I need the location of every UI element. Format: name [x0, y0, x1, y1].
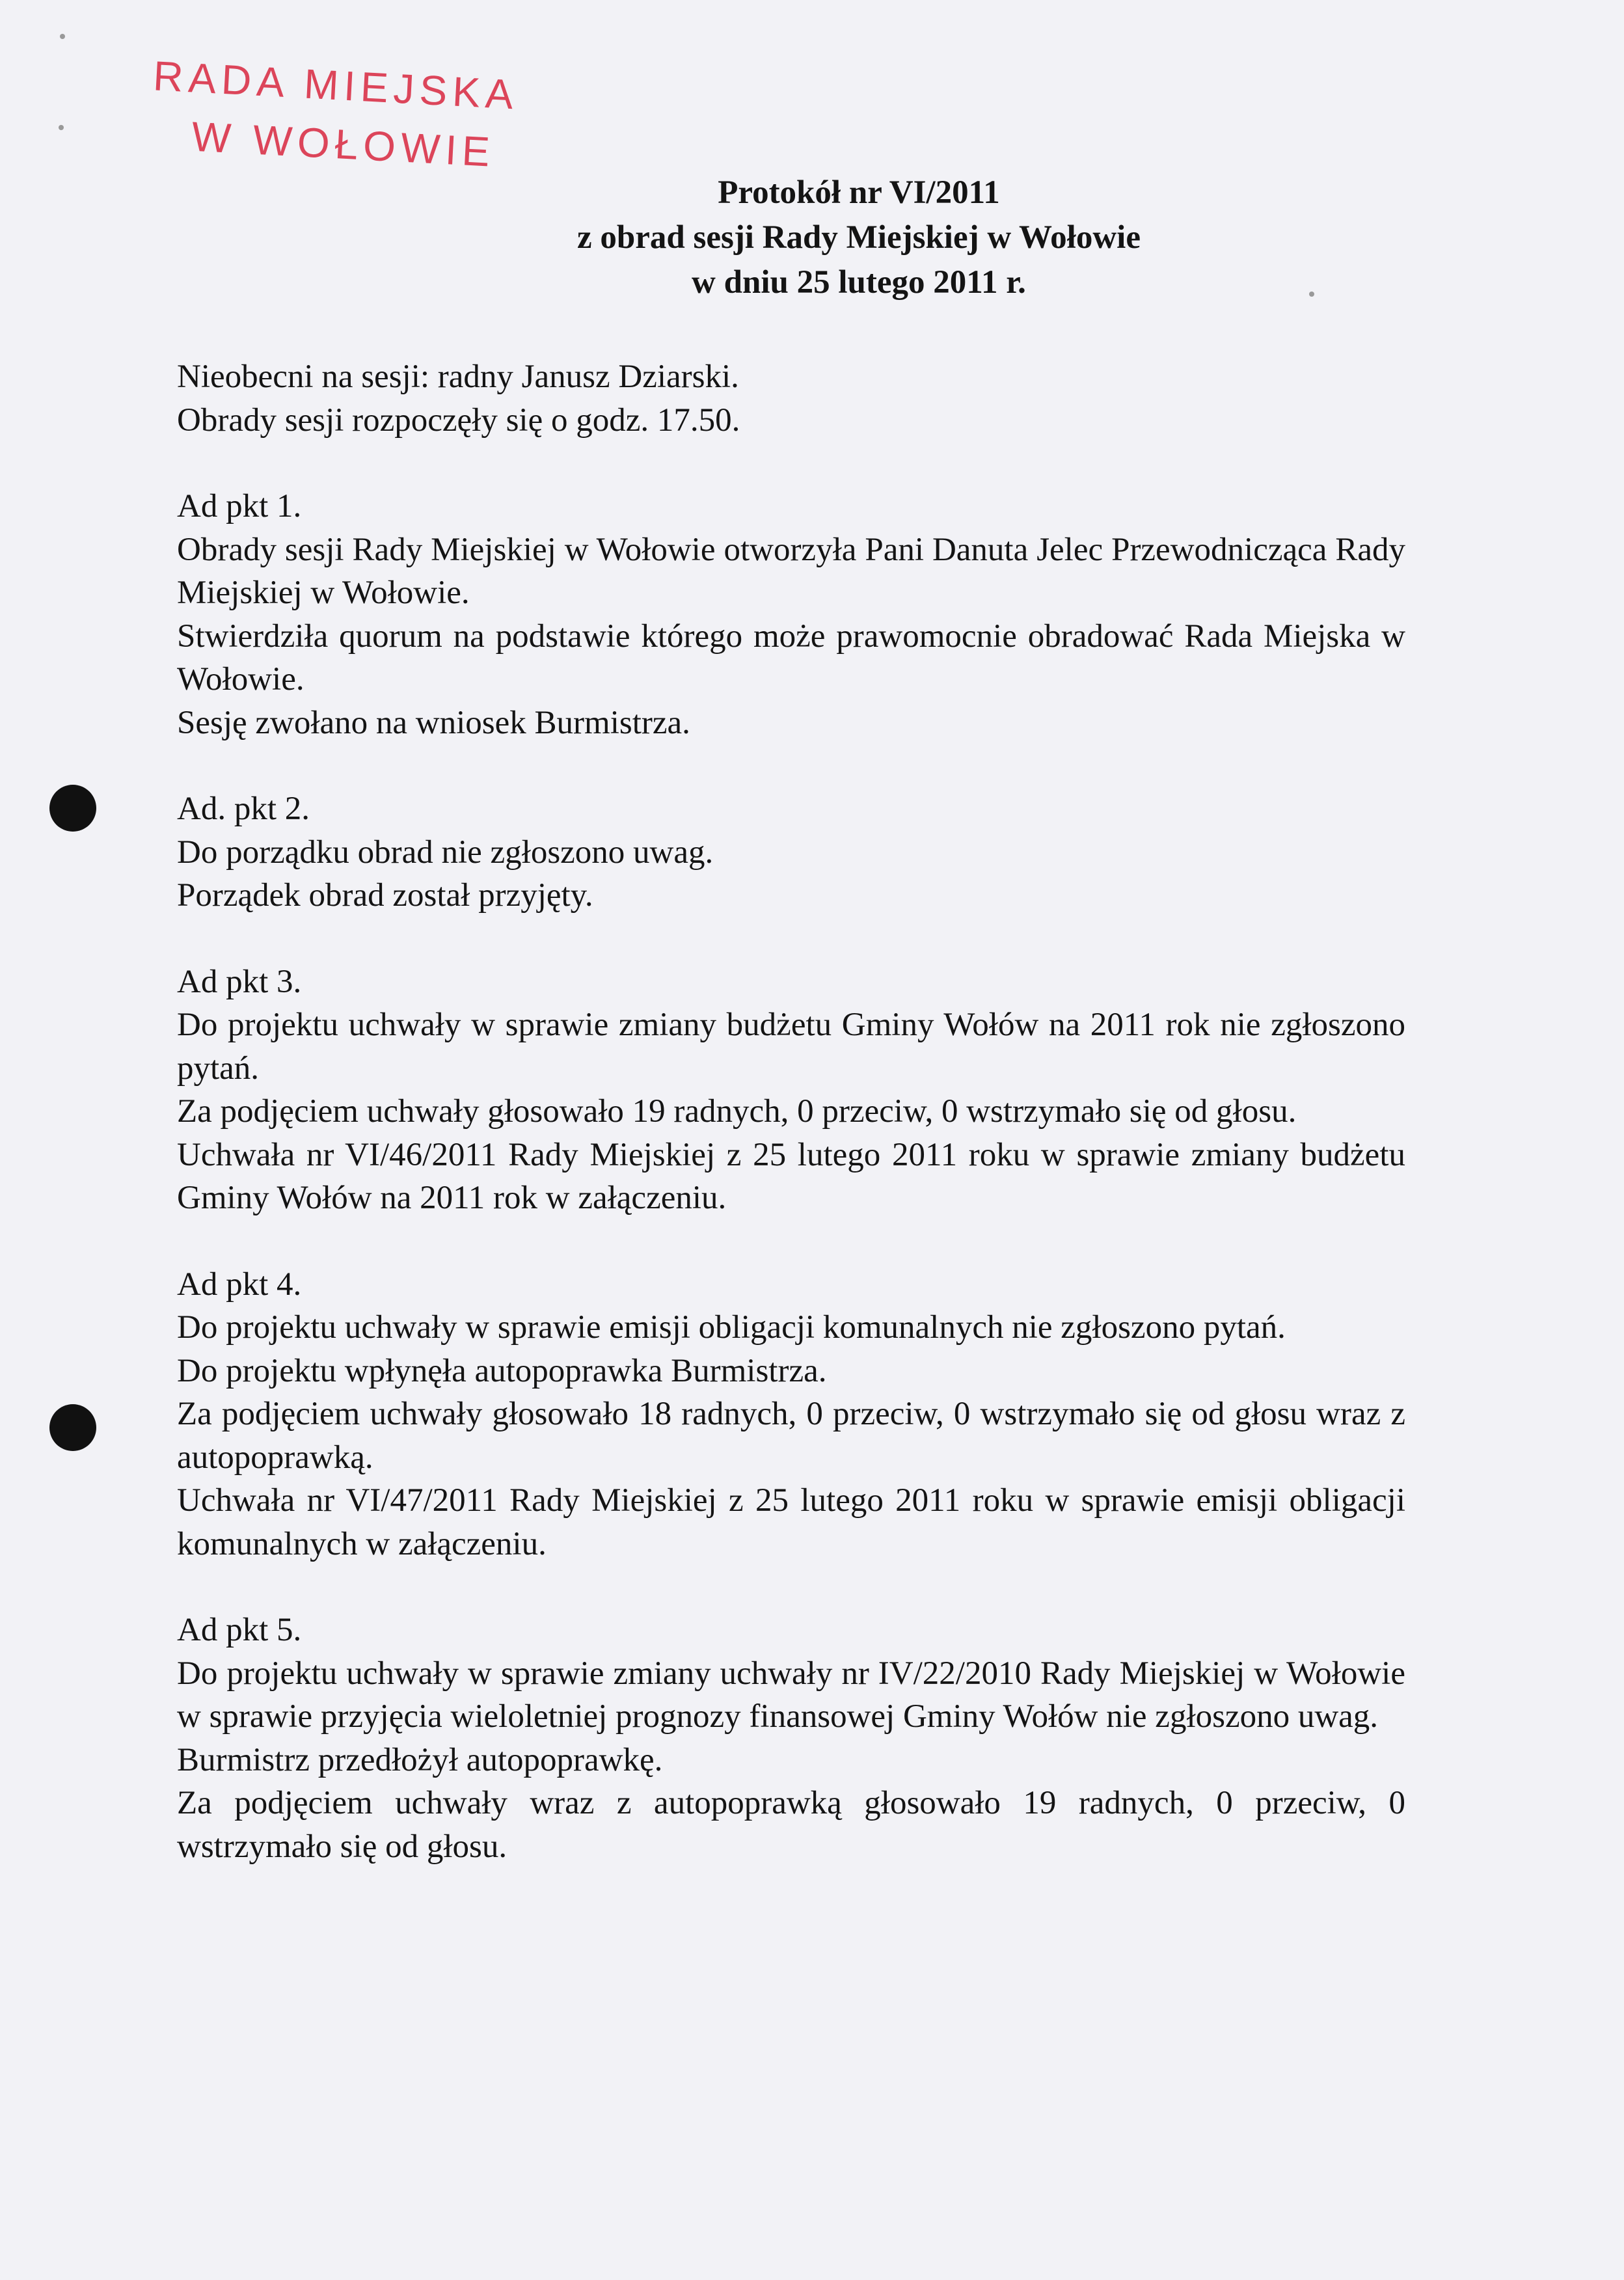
paragraph: Do projektu uchwały w sprawie zmiany uchwały nr IV/22/2010 Rady Miejskiej w Wołowie w sprawie przyjęcia wieloletniej prognozy finansowej Gminy Wołów nie zgłoszono uwag. [177, 1655, 1405, 1735]
stamp-line-1: RADA MIEJSKA [152, 52, 520, 118]
agenda-item-4 [177, 1263, 1405, 1566]
paragraph: Za podjęciem uchwały głosowało 19 radnych, 0 przeciw, 0 wstrzymało się od głosu. [177, 1093, 1297, 1130]
scan-speck [60, 34, 65, 39]
stamp-line-2: W WOŁOWIE [190, 113, 496, 176]
agenda-heading: Ad pkt 3. [177, 963, 302, 1000]
paragraph: Do projektu uchwały w sprawie emisji obligacji komunalnych nie zgłoszono pytań. [177, 1309, 1286, 1346]
agenda-heading: Ad pkt 5. [177, 1612, 302, 1648]
agenda-item-3 [177, 960, 1405, 1220]
paragraph: Do projektu uchwały w sprawie zmiany budżetu Gminy Wołów na 2011 rok nie zgłoszono pytań. [177, 1007, 1405, 1087]
paragraph: Za podjęciem uchwały wraz z autopoprawką głosowało 19 radnych, 0 przeciw, 0 wstrzymało się od głosu. [177, 1785, 1405, 1865]
paragraph: Za podjęciem uchwały głosowało 18 radnych, 0 przeciw, 0 wstrzymało się od głosu wraz z autopoprawką. [177, 1396, 1405, 1476]
punch-hole [49, 785, 96, 832]
paragraph: Burmistrz przedłożył autopoprawkę. [177, 1741, 663, 1778]
paragraph: Porządek obrad został przyjęty. [177, 877, 593, 914]
document-body [177, 355, 1405, 1911]
agenda-heading: Ad pkt 4. [177, 1266, 302, 1303]
paragraph: Uchwała nr VI/46/2011 Rady Miejskiej z 25 lutego 2011 roku w sprawie zmiany budżetu Gminy Wołów na 2011 rok w załączeniu. [177, 1136, 1405, 1216]
scan-speck [59, 125, 64, 130]
start-time-note: Obrady sesji rozpoczęły się o godz. 17.50. [177, 401, 740, 439]
document-title [416, 170, 1301, 305]
punch-hole [49, 1404, 96, 1451]
agenda-heading: Ad. pkt 2. [177, 791, 310, 827]
title-line-1: Protokół nr VI/2011 [718, 174, 1000, 211]
agenda-heading: Ad pkt 1. [177, 488, 302, 524]
agenda-item-1 [177, 485, 1405, 744]
scan-speck [1309, 292, 1314, 297]
absent-note: Nieobecni na sesji: radny Janusz Dziarski. [177, 359, 739, 395]
agenda-item-5 [177, 1608, 1405, 1868]
title-line-2: z obrad sesji Rady Miejskiej w Wołowie [576, 219, 1141, 256]
intro-section [177, 355, 1405, 442]
paragraph: Do porządku obrad nie zgłoszono uwag. [177, 834, 714, 871]
paragraph: Do projektu wpłynęła autopoprawka Burmistrza. [177, 1352, 827, 1389]
paragraph: Sesję zwołano na wniosek Burmistrza. [177, 704, 690, 741]
title-line-3: w dniu 25 lutego 2011 r. [692, 264, 1026, 301]
agenda-item-2 [177, 787, 1405, 917]
paragraph: Stwierdziła quorum na podstawie którego może prawomocnie obradować Rada Miejska w Wołowie. [177, 618, 1405, 698]
paragraph: Uchwała nr VI/47/2011 Rady Miejskiej z 25 lutego 2011 roku w sprawie emisji obligacji komunalnych w załączeniu. [177, 1482, 1405, 1562]
paragraph: Obrady sesji Rady Miejskiej w Wołowie otworzyła Pani Danuta Jelec Przewodnicząca Rady Miejskiej w Wołowie. [177, 531, 1405, 611]
